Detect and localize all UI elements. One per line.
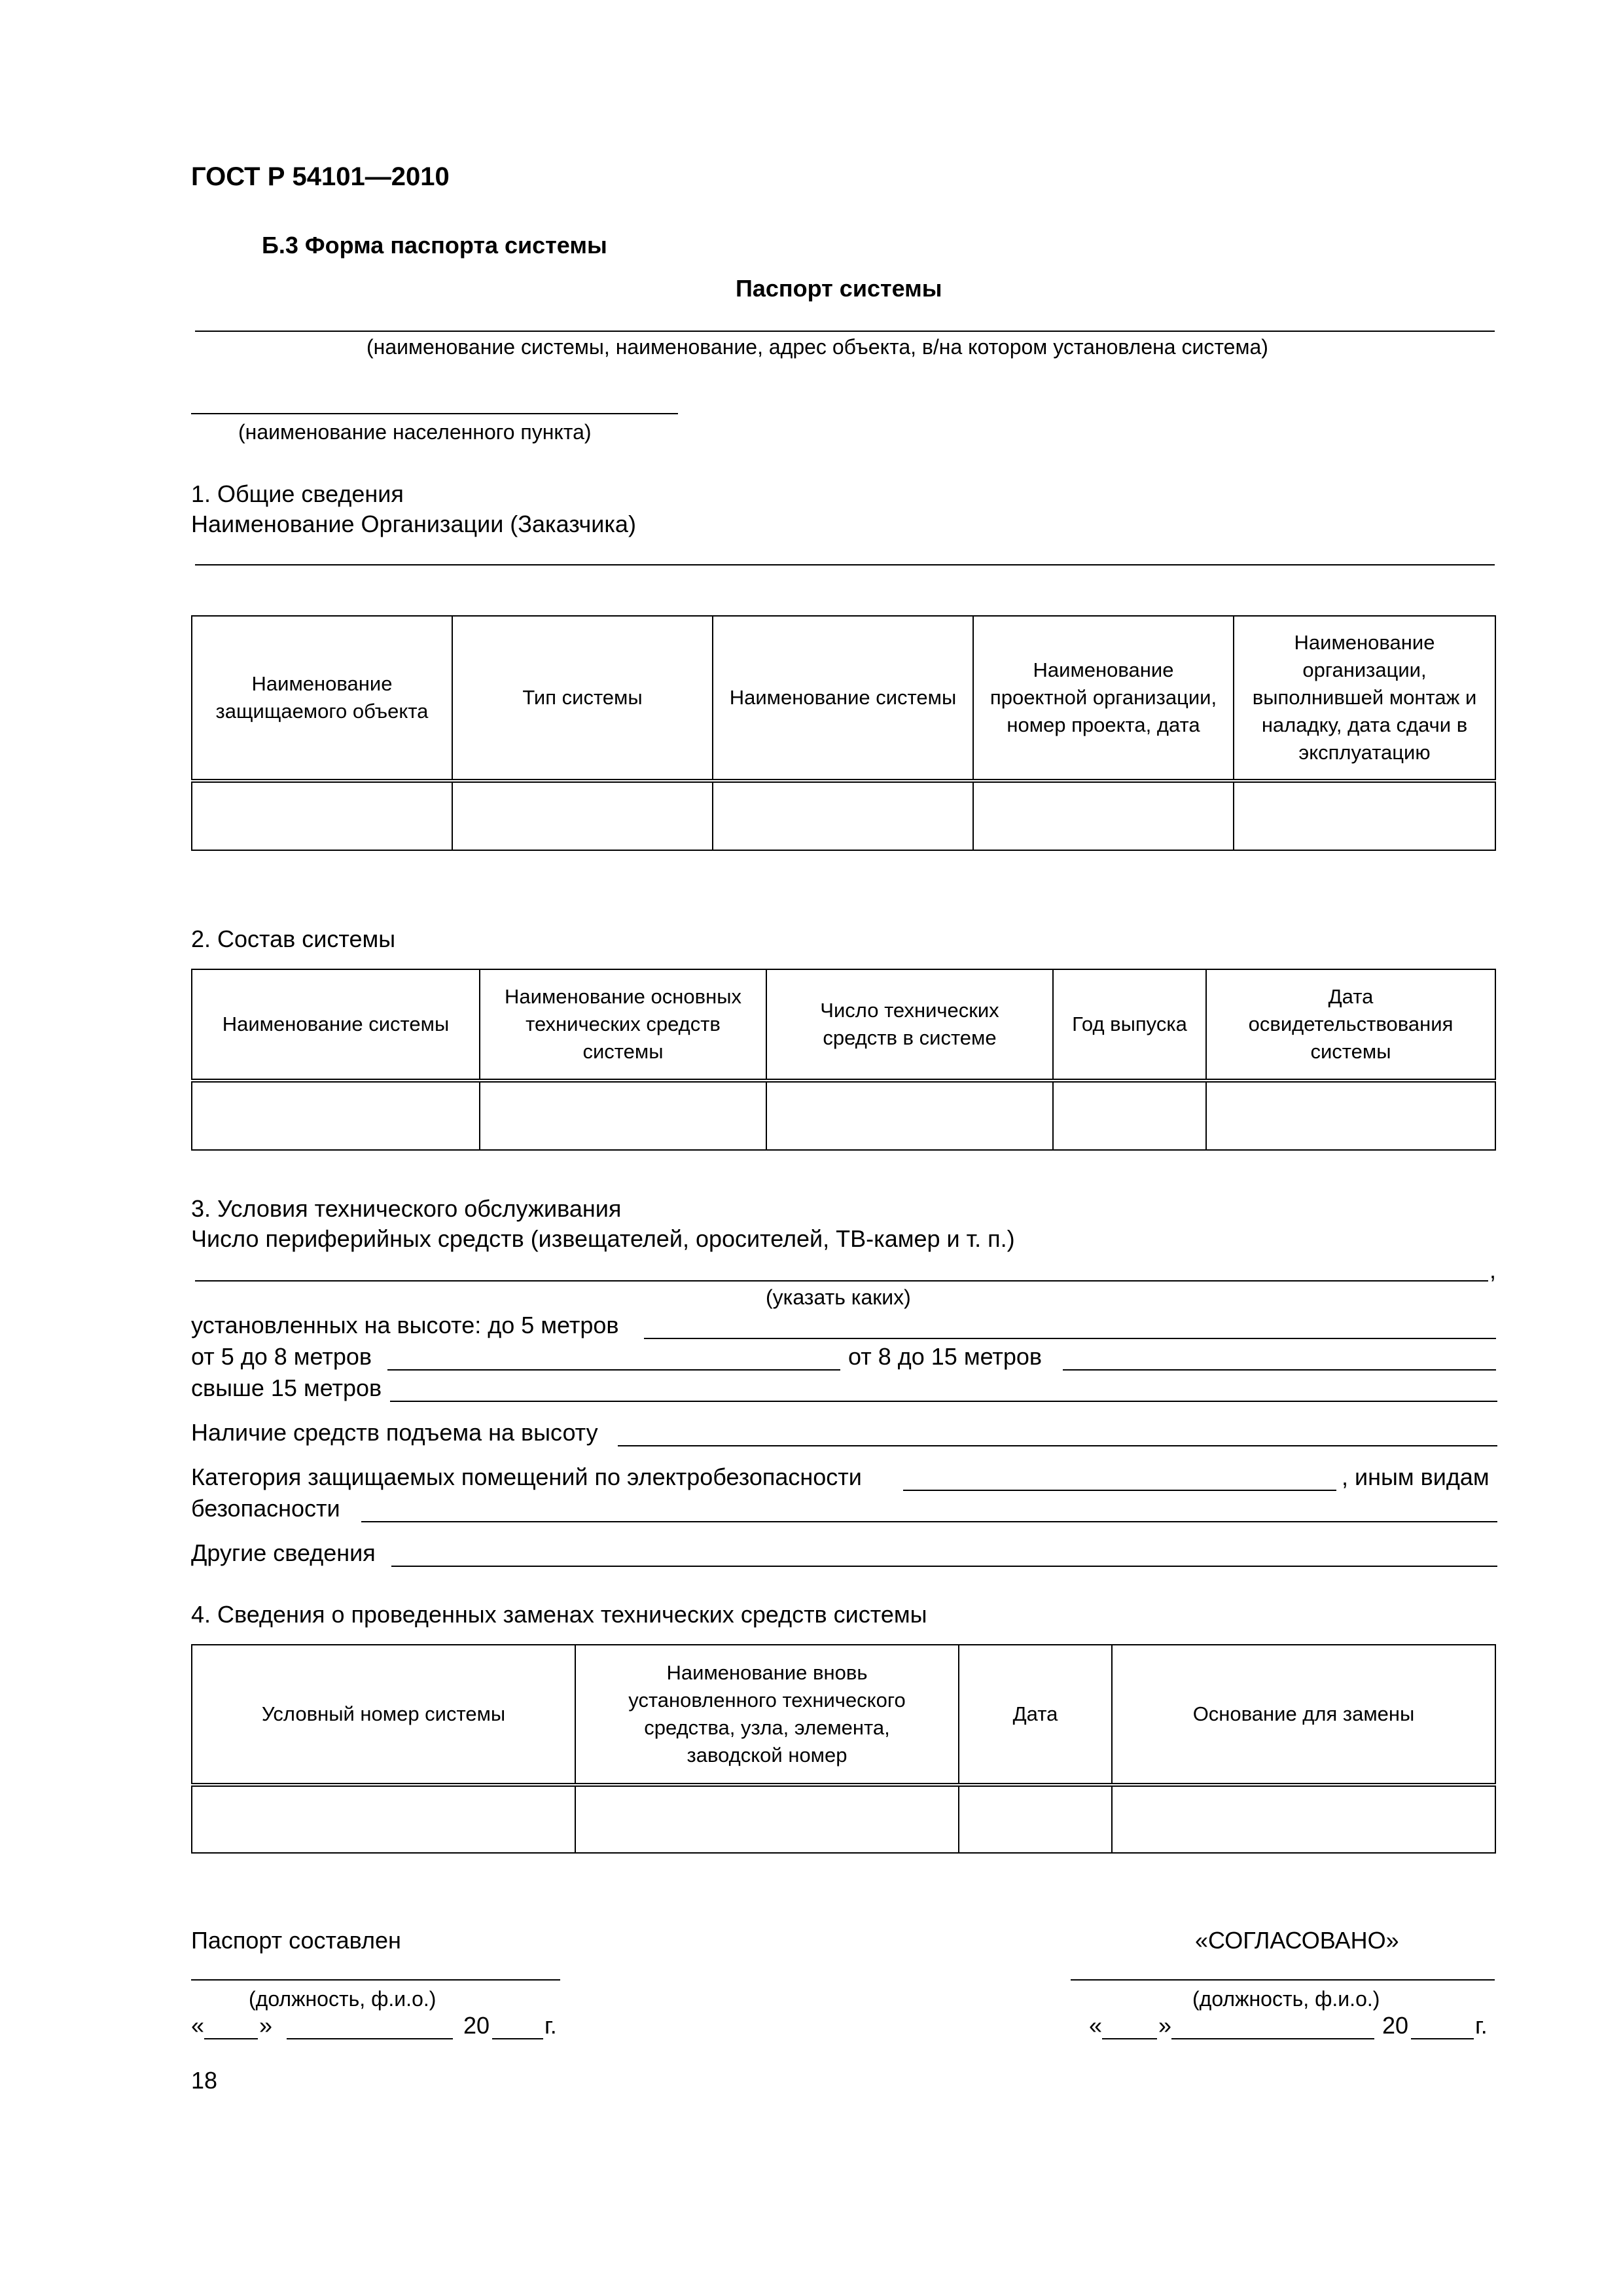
date-year-suffix: г. — [544, 2012, 557, 2039]
table-cell[interactable] — [575, 1785, 959, 1853]
approved-position-caption: (должность, ф.и.о.) — [1192, 1987, 1380, 2011]
compiled-by-signature-line — [191, 1979, 560, 1981]
table-cell[interactable] — [480, 1081, 766, 1150]
date-quote-open: « — [191, 2012, 205, 2039]
specify-caption: (указать каких) — [766, 1285, 911, 1309]
peripheral-count-label: Число периферийных средств (извещателей, оросителей, ТВ-камер и т. п.) — [191, 1225, 1015, 1252]
table-header-cell: Наименование системы — [192, 969, 480, 1081]
locality-line — [191, 413, 678, 414]
height-8to15-line — [1063, 1369, 1496, 1371]
table-header-cell: Год выпуска — [1053, 969, 1206, 1081]
approved-label: «СОГЛАСОВАНО» — [1195, 1927, 1399, 1954]
comma: , — [1489, 1257, 1497, 1283]
date-quote-close: » — [1158, 2012, 1172, 2039]
table-header-cell: Число технических средств в системе — [766, 969, 1053, 1081]
height-5to8-label: от 5 до 8 метров — [191, 1343, 372, 1370]
table-header-cell: Наименование проектной организации, номер проекта, дата — [973, 616, 1234, 781]
date-month-line — [287, 2038, 453, 2039]
table-row — [192, 781, 1495, 850]
table-cell[interactable] — [452, 781, 713, 850]
date-quote-close: » — [259, 2012, 273, 2039]
safety-label: безопасности — [191, 1495, 340, 1522]
table-cell[interactable] — [192, 1081, 480, 1150]
table-header-cell: Наименование организации, выполнившей монтаж и наладку, дата сдачи в эксплуатацию — [1234, 616, 1495, 781]
general-info-table — [191, 615, 1496, 851]
table-cell[interactable] — [1112, 1785, 1495, 1853]
table-header-cell: Наименование основных технических средств системы — [480, 969, 766, 1081]
table-cell[interactable] — [1053, 1081, 1206, 1150]
electrical-safety-category-label: Категория защищаемых помещений по электробезопасности — [191, 1463, 862, 1490]
lifting-means-label: Наличие средств подъема на высоту — [191, 1419, 598, 1446]
page-number: 18 — [191, 2067, 218, 2094]
other-safety-kinds-line — [361, 1521, 1497, 1522]
height-upto5-line — [644, 1338, 1496, 1339]
height-over15-line — [390, 1401, 1497, 1402]
table-header-cell: Наименование вновь установленного технического средства, узла, элемента, заводской номер — [575, 1645, 959, 1785]
compiled-by-position-caption: (должность, ф.и.о.) — [249, 1987, 437, 2011]
height-8to15-label: от 8 до 15 метров — [848, 1343, 1043, 1370]
part2-heading: 2. Состав системы — [191, 925, 396, 952]
section-heading: Б.3 Форма паспорта системы — [262, 232, 607, 259]
replacements-table — [191, 1644, 1496, 1854]
system-name-caption: (наименование системы, наименование, адрес объекта, в/на котором установлена система) — [366, 335, 1268, 359]
table-cell[interactable] — [192, 781, 452, 850]
system-name-line — [195, 331, 1495, 332]
electrical-safety-category-line — [903, 1490, 1336, 1491]
locality-caption: (наименование населенного пункта) — [238, 420, 592, 444]
date-year-suffix: г. — [1475, 2012, 1488, 2039]
peripheral-count-line — [195, 1280, 1488, 1282]
table-header-cell: Условный номер системы — [192, 1645, 575, 1785]
date-day-line — [1102, 2038, 1157, 2039]
part4-heading: 4. Сведения о проведенных заменах технических средств системы — [191, 1601, 927, 1628]
system-composition-table — [191, 969, 1496, 1151]
table-header-cell: Дата освидетельствования системы — [1206, 969, 1495, 1081]
date-year-prefix: 20 — [1382, 2012, 1409, 2039]
table-cell[interactable] — [1206, 1081, 1495, 1150]
document-standard-number: ГОСТ Р 54101—2010 — [191, 162, 450, 191]
table-cell[interactable] — [192, 1785, 575, 1853]
table-cell[interactable] — [973, 781, 1234, 850]
table-cell[interactable] — [959, 1785, 1112, 1853]
height-5to8-line — [387, 1369, 840, 1371]
table-row — [192, 1081, 1495, 1150]
approved-signature-line — [1071, 1979, 1495, 1981]
table-cell[interactable] — [713, 781, 973, 850]
table-cell[interactable] — [766, 1081, 1053, 1150]
date-day-line — [204, 2038, 258, 2039]
table-header-cell: Основание для замены — [1112, 1645, 1495, 1785]
table-header-cell: Наименование защищаемого объекта — [192, 616, 452, 781]
other-safety-kinds-label: , иным видам — [1342, 1463, 1489, 1490]
height-over15-label: свыше 15 метров — [191, 1374, 382, 1401]
customer-org-label: Наименование Организации (Заказчика) — [191, 511, 636, 537]
table-cell[interactable] — [1234, 781, 1495, 850]
date-year-line — [1411, 2038, 1474, 2039]
compiled-by-label: Паспорт составлен — [191, 1927, 401, 1954]
height-upto5-label: установленных на высоте: до 5 метров — [191, 1312, 619, 1338]
customer-org-line — [195, 564, 1495, 565]
date-year-prefix: 20 — [463, 2012, 490, 2039]
other-info-label: Другие сведения — [191, 1539, 376, 1566]
table-row — [192, 1785, 1495, 1853]
lifting-means-line — [618, 1445, 1497, 1446]
date-year-line — [492, 2038, 543, 2039]
form-title: Паспорт системы — [736, 275, 942, 302]
part1-heading: 1. Общие сведения — [191, 480, 404, 507]
other-info-line — [391, 1566, 1497, 1567]
table-header-cell: Дата — [959, 1645, 1112, 1785]
table-header-cell: Наименование системы — [713, 616, 973, 781]
part3-heading: 3. Условия технического обслуживания — [191, 1195, 622, 1222]
date-quote-open: « — [1089, 2012, 1103, 2039]
table-header-cell: Тип системы — [452, 616, 713, 781]
date-month-line — [1171, 2038, 1374, 2039]
